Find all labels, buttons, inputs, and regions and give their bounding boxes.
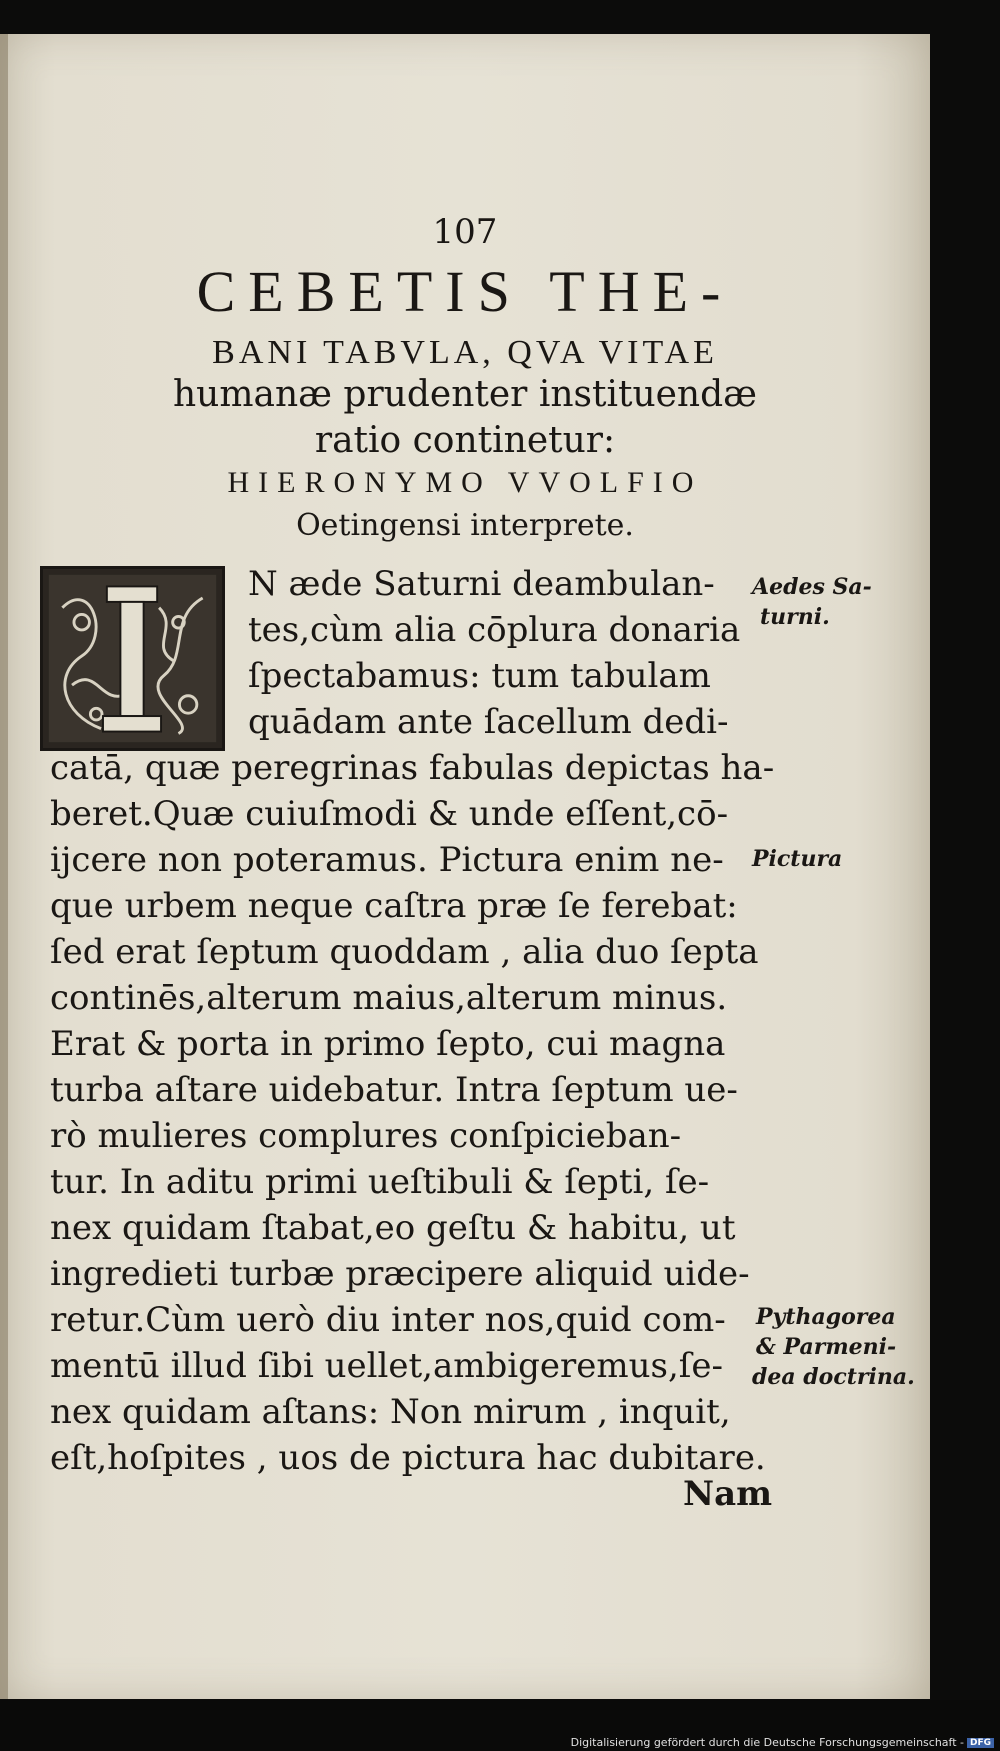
title-line-1: CEBETIS THE- (196, 259, 734, 324)
margin-note-pythagorea: Pythagorea (756, 1304, 896, 1330)
body-line-17: retur.Cùm uerò diu inter nos,quid com- (50, 1300, 726, 1340)
body-line-19: nex quidam aſtans: Non mirum , inquit, (50, 1392, 731, 1432)
body-line-15: nex quidam ſtabat,eo geſtu & habitu, ut (50, 1208, 736, 1248)
ornament-icon (43, 569, 222, 748)
body-line-7: ijcere non poteramus. Pictura enim ne- (50, 840, 724, 880)
body-line-6: beret.Quæ cuiuſmodi & unde eſſent,cō- (50, 794, 729, 834)
body-line-4: quādam ante ſacellum dedi- (248, 702, 729, 742)
body-line-10: continēs,alterum maius,alterum minus. (50, 978, 728, 1018)
title-line-3: humanæ prudenter instituendæ (172, 374, 757, 415)
dfg-logo: DFG (967, 1738, 994, 1748)
footer-credit (571, 1736, 994, 1749)
margin-note-parmenidea: & Parmeni- (756, 1334, 897, 1360)
body-line-5: catā, quæ peregrinas fabulas depictas ha- (50, 748, 775, 788)
margin-note-aedes-cont: turni. (760, 604, 830, 630)
body-line-11: Erat & porta in primo ſepto, cui magna (50, 1024, 726, 1064)
footer-text: Digitalisierung gefördert durch die Deutsche Forschungsgemeinschaft - (570, 1736, 964, 1749)
body-line-8: que urbem neque caſtra præ ſe ferebat: (50, 886, 738, 926)
book-page (0, 34, 930, 1699)
body-line-20: eſt,hoſpites , uos de pictura hac dubitare. (50, 1438, 766, 1478)
body-line-1: N æde Saturni deambulan- (248, 564, 715, 604)
catchword: Nam (683, 1474, 773, 1514)
page-number: 107 (432, 212, 498, 252)
body-line-12: turba aſtare uidebatur. Intra ſeptum ue- (50, 1070, 738, 1110)
body-line-18: mentū illud ſibi uellet,ambigeremus,ſe- (50, 1346, 723, 1386)
margin-note-pictura: Pictura (752, 846, 843, 872)
title-line-6: Oetingensi interprete. (296, 508, 634, 543)
margin-note-aedes: Aedes Sa- (752, 574, 872, 600)
body-line-9: ſed erat ſeptum quoddam , alia duo ſepta (50, 932, 759, 972)
title-line-2: BANI TABVLA, QVA VITAE (212, 334, 718, 371)
title-line-5: HIERONYMO VVOLFIO (227, 466, 703, 499)
title-line-4: ratio continetur: (314, 420, 616, 461)
decorated-initial-i (40, 566, 225, 751)
body-line-2: tes,cùm alia cōplura donaria (248, 610, 741, 650)
body-line-14: tur. In aditu primi ueſtibuli & ſepti, ſe- (50, 1162, 710, 1202)
body-line-16: ingredieti turbæ præcipere aliquid uide- (50, 1254, 750, 1294)
body-line-13: rò mulieres complures conſpicieban- (50, 1116, 682, 1156)
body-line-3: ſpectabamus: tum tabulam (248, 656, 711, 696)
margin-note-doctrina: dea doctrina. (752, 1364, 915, 1390)
